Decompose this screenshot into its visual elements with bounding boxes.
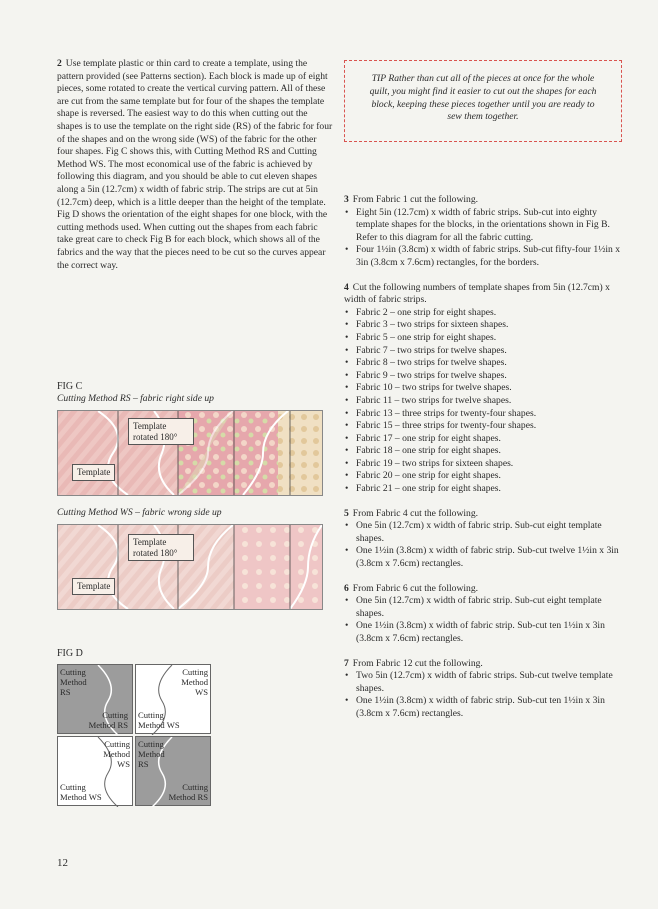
- step-intro: From Fabric 1 cut the following.: [352, 194, 479, 205]
- list-item: • Fabric 19 – two strips for sixteen shapes.: [344, 458, 624, 471]
- list-item: • Four 1½in (3.8cm) x width of fabric strips. Sub-cut fifty-four 1½in x 3in (3.8cm x 7.6cm) rectangles, for the borders.: [344, 244, 624, 269]
- fig-d-cell: [57, 736, 133, 806]
- tip-text: Rather than cut all of the pieces at once for the whole quilt, you might find it easier to cut out the shapes for each block, keeping these pieces together until you are ready to sew them together.: [369, 73, 597, 123]
- step-5-list: [344, 520, 624, 570]
- step-intro: From Fabric 6 cut the following.: [352, 582, 479, 594]
- step-6-section: [344, 583, 624, 646]
- step-2-section: [57, 58, 333, 272]
- list-item: • One 1½in (3.8cm) x width of fabric strip. Sub-cut twelve 1½in x 3in (3.8cm x 7.6cm) rectangles.: [344, 545, 624, 570]
- list-item: • One 5in (12.7cm) x width of fabric strip. Sub-cut eight template shapes.: [344, 595, 624, 620]
- list-item: • Fabric 15 – three strips for twenty-four shapes.: [344, 420, 624, 433]
- list-item: • Fabric 11 – two strips for twelve shapes.: [344, 395, 624, 408]
- template-rotated-label: Template rotated 180°: [128, 418, 194, 445]
- step-number: 5: [344, 507, 349, 519]
- list-item: • One 1½in (3.8cm) x width of fabric strip. Sub-cut ten 1½in x 3in (3.8cm x 7.6cm) rectangles.: [344, 620, 624, 645]
- list-item: • Fabric 21 – one strip for eight shapes.: [344, 483, 624, 496]
- fig-d-cell: [135, 664, 211, 734]
- cutting-method-label: Cutting Method RS: [60, 667, 87, 697]
- step-3-list: [344, 207, 624, 270]
- step-number: 2: [57, 58, 62, 69]
- list-item: • Fabric 18 – one strip for eight shapes.: [344, 445, 624, 458]
- step-7-section: [344, 658, 624, 721]
- fig-c-caption-rs: Cutting Method RS – fabric right side up: [57, 393, 214, 404]
- fig-c-caption-ws: Cutting Method WS – fabric wrong side up: [57, 507, 222, 518]
- step-intro: Cut the following numbers of template shapes from 5in (12.7cm) x width of fabric strips.: [344, 281, 610, 306]
- tip-label: TIP: [371, 73, 386, 84]
- list-item: • Fabric 7 – two strips for twelve shapes.: [344, 345, 624, 358]
- cutting-method-label: Cutting Method WS: [60, 782, 102, 802]
- list-item: • Fabric 5 – one strip for eight shapes.: [344, 332, 624, 345]
- step-number: 3: [344, 194, 349, 205]
- step-3-section: [344, 194, 624, 270]
- list-item: • Fabric 3 – two strips for sixteen shapes.: [344, 319, 624, 332]
- step-number: 4: [344, 281, 349, 293]
- list-item: • Fabric 2 – one strip for eight shapes.: [344, 307, 624, 320]
- right-column: [344, 194, 624, 733]
- cutting-method-label: Cutting Method WS: [138, 710, 180, 730]
- step-text: Use template plastic or thin card to create a template, using the pattern provided (see Patterns section). Each block is made up of eight pieces, some rotated to create the vertical curving pattern. All of these are cut from the same template but for four of the shapes the template shape is reversed. The easiest way to do this when cutting out the shapes is to use the template on the right side (RS) of the fabric for four of the shapes and on the wrong side (WS) of the fabric for the other four shapes. Fig C shows this, with Cutting Method RS and Cutting Method WS. The most economical use of the fabric is achieved by following this diagram, and you should be able to cut eleven shapes along a 5in (12.7cm) x width of fabric strip. The strips are cut at 5in (12.7cm) deep, which is a little deeper than the height of the template. Fig D shows the orientation of the eight shapes for one block, with the cutting methods used. When cutting out the shapes from each fabric take great care to check Fig B for each block, which shows all of the fabrics and the way that the pieces need to be cut so the curves appear the correct way.: [57, 58, 333, 271]
- list-item: • Fabric 13 – three strips for twenty-four shapes.: [344, 408, 624, 421]
- list-item: • Fabric 20 – one strip for eight shapes.: [344, 470, 624, 483]
- cutting-method-label: Cutting Method WS: [181, 667, 208, 697]
- list-item: • Fabric 8 – two strips for twelve shapes.: [344, 357, 624, 370]
- step-6-list: [344, 595, 624, 645]
- step-2-paragraph: [57, 58, 333, 272]
- cutting-method-label: Cutting Method WS: [103, 739, 130, 769]
- list-item: • Fabric 10 – two strips for twelve shapes.: [344, 382, 624, 395]
- template-label: Template: [72, 578, 115, 595]
- list-item: • Fabric 9 – two strips for twelve shapes.: [344, 370, 624, 383]
- fig-c-label: FIG C: [57, 381, 83, 392]
- step-4-list: [344, 307, 624, 496]
- step-intro: From Fabric 4 cut the following.: [352, 507, 479, 519]
- step-5-section: [344, 508, 624, 571]
- fig-d-grid: [57, 664, 211, 808]
- page-number: 12: [57, 857, 68, 869]
- step-intro: From Fabric 12 cut the following.: [352, 657, 483, 669]
- fig-d-cell: [57, 664, 133, 734]
- cutting-method-label: Cutting Method RS: [138, 739, 165, 769]
- step-7-list: [344, 670, 624, 720]
- step-number: 6: [344, 582, 349, 594]
- fig-d-label: FIG D: [57, 648, 83, 659]
- step-number: 7: [344, 657, 349, 669]
- step-4-section: [344, 282, 624, 496]
- list-item: • One 1½in (3.8cm) x width of fabric strip. Sub-cut ten 1½in x 3in (3.8cm x 7.6cm) rectangles.: [344, 695, 624, 720]
- fig-d-cell: [135, 736, 211, 806]
- template-label: Template: [72, 464, 115, 481]
- list-item: • Eight 5in (12.7cm) x width of fabric strips. Sub-cut into eighty template shapes for the blocks, in the orientations shown in Fig B. Refer to this diagram for all the fabric cutting.: [344, 207, 624, 245]
- tip-box: [344, 60, 622, 142]
- list-item: • Two 5in (12.7cm) x width of fabric strips. Sub-cut twelve template shapes.: [344, 670, 624, 695]
- list-item: • Fabric 17 – one strip for eight shapes.: [344, 433, 624, 446]
- template-rotated-label: Template rotated 180°: [128, 534, 194, 561]
- cutting-method-label: Cutting Method RS: [88, 710, 128, 730]
- cutting-method-label: Cutting Method RS: [168, 782, 208, 802]
- list-item: • One 5in (12.7cm) x width of fabric strip. Sub-cut eight template shapes.: [344, 520, 624, 545]
